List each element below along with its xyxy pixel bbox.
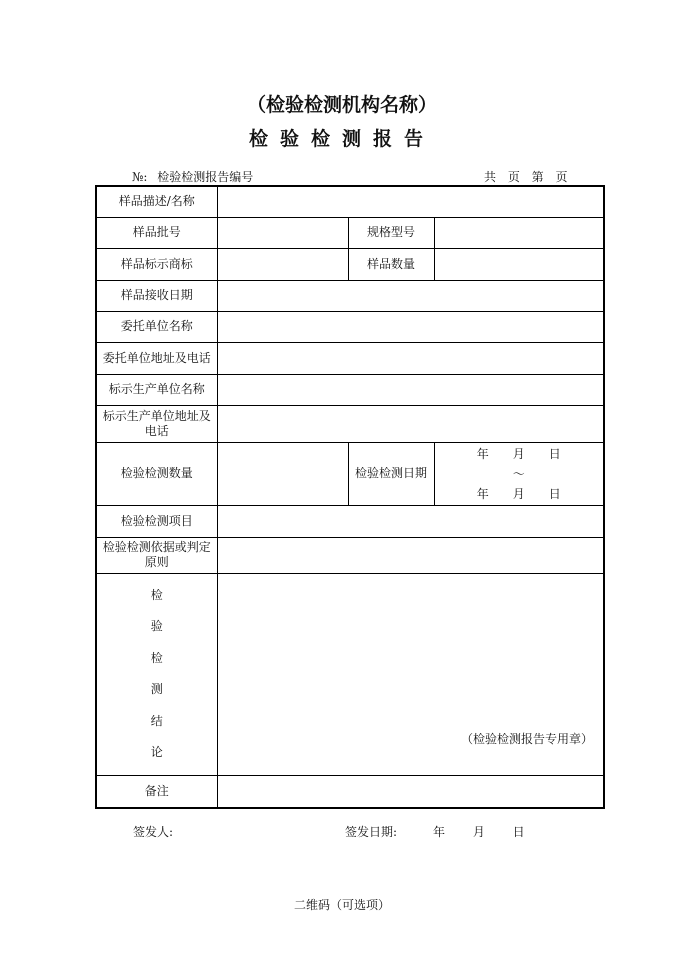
client-name-field[interactable]: [217, 311, 604, 342]
table-row: [96, 405, 604, 442]
sample-desc-label: 样品描述/名称: [96, 186, 217, 217]
issue-date-label: 签发日期:: [345, 825, 398, 839]
mfr-name-label: 标示生产单位名称: [96, 374, 217, 405]
table-row: [96, 442, 604, 505]
batch-no-label: 样品批号: [96, 217, 217, 248]
qr-code-note: 二维码（可选项）: [293, 898, 390, 912]
receive-date-field[interactable]: [217, 280, 604, 311]
table-row: [96, 573, 604, 775]
test-date-range[interactable]: [434, 442, 604, 505]
trademark-label: 样品标示商标: [96, 248, 217, 280]
organization-title: （检验检测机构名称）: [246, 94, 437, 116]
table-row: [96, 505, 604, 537]
document-title: 检验检测报告: [248, 128, 435, 150]
conclusion-char: 测: [150, 682, 163, 696]
report-number-label: №:: [132, 170, 148, 184]
conclusion-label: [96, 573, 217, 775]
receive-date-label: 样品接收日期: [96, 280, 217, 311]
table-row: [96, 280, 604, 311]
page-count: 共 页 第 页: [484, 170, 568, 184]
client-addr-field[interactable]: [217, 342, 604, 374]
table-row: [96, 311, 604, 342]
spec-model-label: 规格型号: [348, 217, 434, 248]
table-row: [96, 342, 604, 374]
date-to: 年 月 日: [476, 486, 561, 501]
date-from: 年 月 日: [476, 446, 561, 461]
report-seal-note: （检验检测报告专用章）: [461, 731, 594, 746]
sample-desc-field[interactable]: [217, 186, 604, 217]
conclusion-char: 检: [150, 650, 163, 665]
table-row: [96, 374, 604, 405]
mfr-name-field[interactable]: [217, 374, 604, 405]
table-row: [96, 775, 604, 808]
signer-label: 签发人:: [133, 825, 174, 839]
table-row: [96, 217, 604, 248]
conclusion-char: 检: [150, 587, 163, 602]
quantity-label: 样品数量: [348, 248, 434, 280]
report-number: [132, 168, 253, 185]
conclusion-char: 论: [150, 745, 163, 759]
conclusion-char: 结: [150, 713, 163, 728]
remarks-field[interactable]: [217, 775, 604, 808]
conclusion-field[interactable]: [217, 573, 604, 775]
table-row: [96, 186, 604, 217]
test-items-field[interactable]: [217, 505, 604, 537]
report-form-table: [95, 185, 605, 809]
trademark-field[interactable]: [217, 248, 348, 280]
remarks-label: 备注: [96, 775, 217, 808]
quantity-field[interactable]: [434, 248, 604, 280]
conclusion-char: 验: [150, 619, 163, 633]
issue-date: 年 月 日: [433, 825, 525, 839]
test-qty-field[interactable]: [217, 442, 348, 505]
client-addr-label: 委托单位地址及电话: [96, 342, 217, 374]
test-qty-label: 检验检测数量: [96, 442, 217, 505]
table-row: [96, 248, 604, 280]
table-row: [96, 537, 604, 573]
test-basis-label: 检验检测依据或判定原则: [96, 537, 217, 573]
mfr-addr-field[interactable]: [217, 405, 604, 442]
test-items-label: 检验检测项目: [96, 505, 217, 537]
mfr-addr-label: 标示生产单位地址及电话: [96, 405, 217, 442]
client-name-label: 委托单位名称: [96, 311, 217, 342]
batch-no-field[interactable]: [217, 217, 348, 248]
spec-model-field[interactable]: [434, 217, 604, 248]
report-number-value: 检验检测报告编号: [157, 170, 254, 184]
test-date-label: 检验检测日期: [348, 442, 434, 505]
date-tilde: ～: [512, 466, 525, 481]
test-basis-field[interactable]: [217, 537, 604, 573]
